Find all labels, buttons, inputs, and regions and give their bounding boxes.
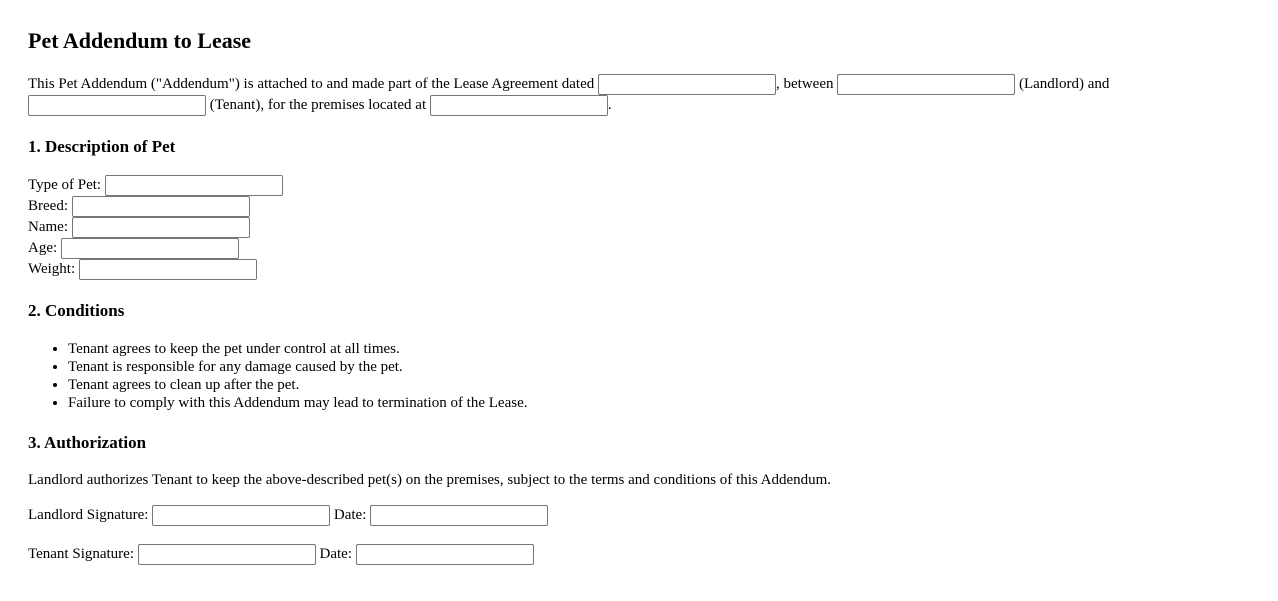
list-item: • Tenant is responsible for any damage caused by the pet. (68, 358, 528, 376)
pet-type-label: Type of Pet: (28, 177, 102, 193)
pet-type-row (28, 175, 283, 196)
pet-name-label: Name: (28, 219, 68, 235)
section-1-heading: 1. Description of Pet (28, 137, 176, 156)
authorization-text: Landlord authorizes Tenant to keep the above-described pet(s) on the premises, subject to the terms and conditions of this Addendum. (28, 472, 832, 488)
premises-address-field[interactable] (430, 95, 608, 116)
intro-text-4: (Tenant), for the premises located at (209, 97, 427, 113)
section-3-heading: 3. Authorization (28, 433, 147, 452)
section-2-heading: 2. Conditions (28, 301, 125, 320)
landlord-signature-field[interactable] (152, 505, 330, 526)
pet-weight-label: Weight: (28, 261, 76, 277)
landlord-signature-row (28, 505, 548, 526)
tenant-signature-row (28, 544, 534, 565)
pet-weight-row (28, 259, 257, 280)
pet-age-field[interactable] (61, 238, 239, 259)
landlord-date-label: Date: (333, 507, 367, 523)
conditions-list (28, 340, 528, 412)
list-item: • Failure to comply with this Addendum may lead to termination of the Lease. (68, 394, 528, 412)
landlord-signature-label: Landlord Signature: (28, 507, 149, 523)
tenant-date-label: Date: (319, 546, 352, 562)
lease-date-field[interactable] (598, 74, 776, 95)
pet-breed-row (28, 196, 250, 217)
list-item: • Tenant agrees to keep the pet under control at all times. (68, 340, 528, 358)
pet-breed-label: Breed: (28, 198, 68, 214)
pet-name-field[interactable] (72, 217, 250, 238)
intro-text-5: . (607, 97, 612, 113)
pet-age-label: Age: (28, 240, 58, 256)
page-title: Pet Addendum to Lease (28, 28, 252, 53)
landlord-date-field[interactable] (370, 505, 548, 526)
landlord-name-field[interactable] (837, 74, 1015, 95)
tenant-signature-field[interactable] (138, 544, 316, 565)
pet-age-row (28, 238, 239, 259)
list-item: • Tenant agrees to clean up after the pet. (68, 376, 528, 394)
pet-type-field[interactable] (105, 175, 283, 196)
tenant-name-field[interactable] (28, 95, 206, 116)
intro-text-3: (Landlord) and (1018, 76, 1110, 92)
intro-text-1: This Pet Addendum ("Addendum") is attached to and made part of the Lease Agreement dated (28, 76, 595, 92)
pet-weight-field[interactable] (79, 259, 257, 280)
pet-breed-field[interactable] (72, 196, 250, 217)
pet-name-row (28, 217, 250, 238)
intro-line-2 (28, 95, 612, 116)
tenant-date-field[interactable] (356, 544, 534, 565)
intro-text-2: , between (776, 76, 834, 92)
tenant-signature-label: Tenant Signature: (28, 546, 135, 562)
intro-line-1 (28, 74, 1109, 95)
